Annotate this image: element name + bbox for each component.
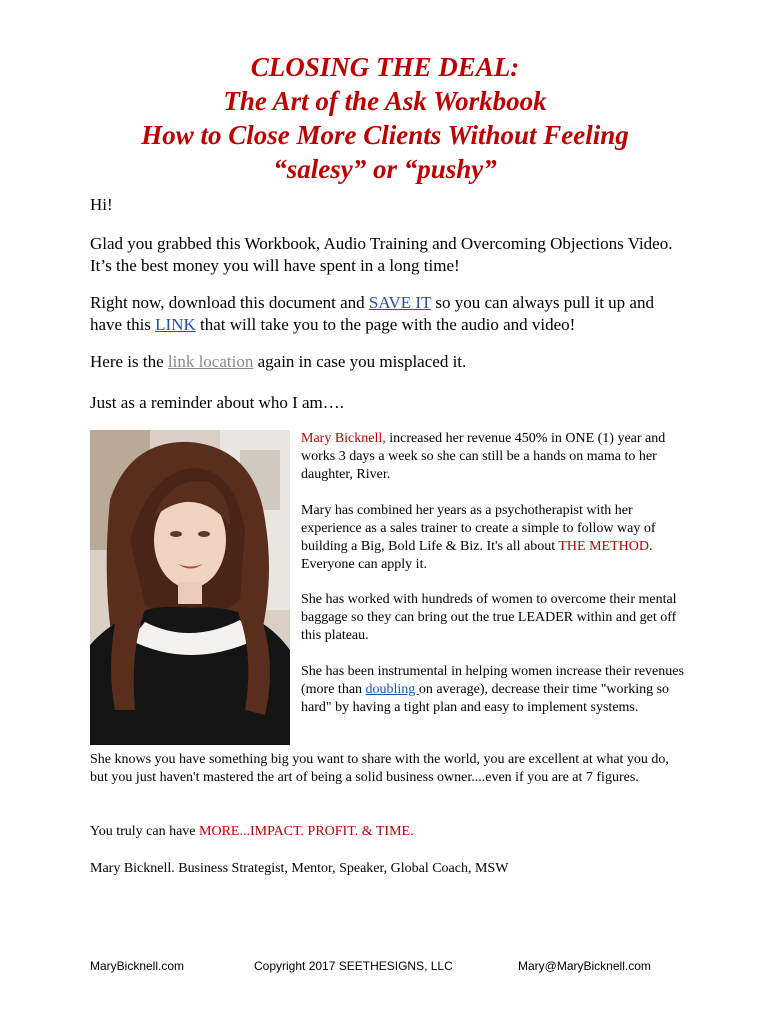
intro-paragraph: Glad you grabbed this Workbook, Audio Training and Overcoming Objections Video. It’s the best money you will have spent in a long time! — [90, 234, 673, 275]
bio-p1-text: increased her revenue 450% in ONE (1) year and works 3 days a week so she can still be a hands on mama to her daughter, River. — [301, 431, 666, 482]
footer-email: Mary@MaryBicknell.com — [518, 959, 651, 973]
impact-paragraph — [90, 823, 690, 841]
the-method-text: THE METHOD — [558, 539, 649, 554]
closing-paragraph: She knows you have something big you want to share with the world, you are excellent at what you do, but you just haven't mastered the art of being a solid business owner....even if you are at 7 figures. — [90, 752, 669, 785]
link-location-paragraph — [90, 351, 690, 373]
here-text-a: Here is the — [90, 352, 168, 371]
title-line-4: “salesy” or “pushy” — [273, 154, 497, 184]
author-photo — [90, 430, 290, 745]
bio-paragraph-3: She has worked with hundreds of women to overcome their mental baggage so they can bring out the true LEADER within and get off this plateau. — [301, 592, 677, 643]
footer-copyright: Copyright 2017 SEETHESIGNS, LLC — [254, 959, 453, 973]
download-text-b: so you can always pull it up and have this — [90, 293, 654, 334]
bio-p2-text-b: . Everyone can apply it. — [301, 539, 653, 572]
reminder-text: Just as a reminder about who I am…. — [90, 393, 344, 412]
signature-line: Mary Bicknell. Business Strategist, Mentor, Speaker, Global Coach, MSW — [90, 861, 509, 876]
bio-p4-text-a: She has been instrumental in helping women increase their revenues (more than — [301, 664, 684, 697]
bio-p4-text-b: on average), decrease their time "working so hard" by having a tight plan and easy to implement systems. — [301, 682, 670, 715]
document-title — [0, 50, 770, 186]
title-line-1: CLOSING THE DEAL: — [250, 52, 520, 82]
footer-website: MaryBicknell.com — [90, 959, 185, 973]
bio-paragraph-2 — [301, 502, 686, 574]
title-line-2: The Art of the Ask Workbook — [223, 86, 547, 116]
title-line-3: How to Close More Clients Without Feeling — [141, 120, 629, 150]
bio-paragraph-1 — [301, 430, 686, 484]
download-paragraph — [90, 292, 690, 336]
impact-highlight: MORE...IMPACT. PROFIT. & TIME. — [199, 824, 414, 839]
audio-video-link[interactable]: LINK — [155, 315, 196, 334]
impact-text: You truly can have — [90, 824, 200, 839]
page-footer — [0, 959, 770, 981]
bio-p2-text-a: Mary has combined her years as a psychotherapist with her experience as a sales trainer to create a simple to follow way of building a Big, Bold Life & Biz. It's all about — [301, 503, 656, 554]
doubling-link[interactable]: doubling — [365, 682, 419, 697]
link-location-link[interactable]: link location — [167, 352, 254, 371]
here-text-b: again in case you misplaced it. — [253, 352, 467, 371]
greeting: Hi! — [90, 195, 113, 214]
download-text-a: Right now, download this document and — [90, 293, 369, 312]
bio-paragraph-4 — [301, 663, 686, 717]
bio-name: Mary Bicknell, — [301, 431, 386, 446]
save-it-link[interactable]: SAVE IT — [368, 293, 432, 312]
download-text-c: that will take you to the page with the audio and video! — [195, 315, 576, 334]
